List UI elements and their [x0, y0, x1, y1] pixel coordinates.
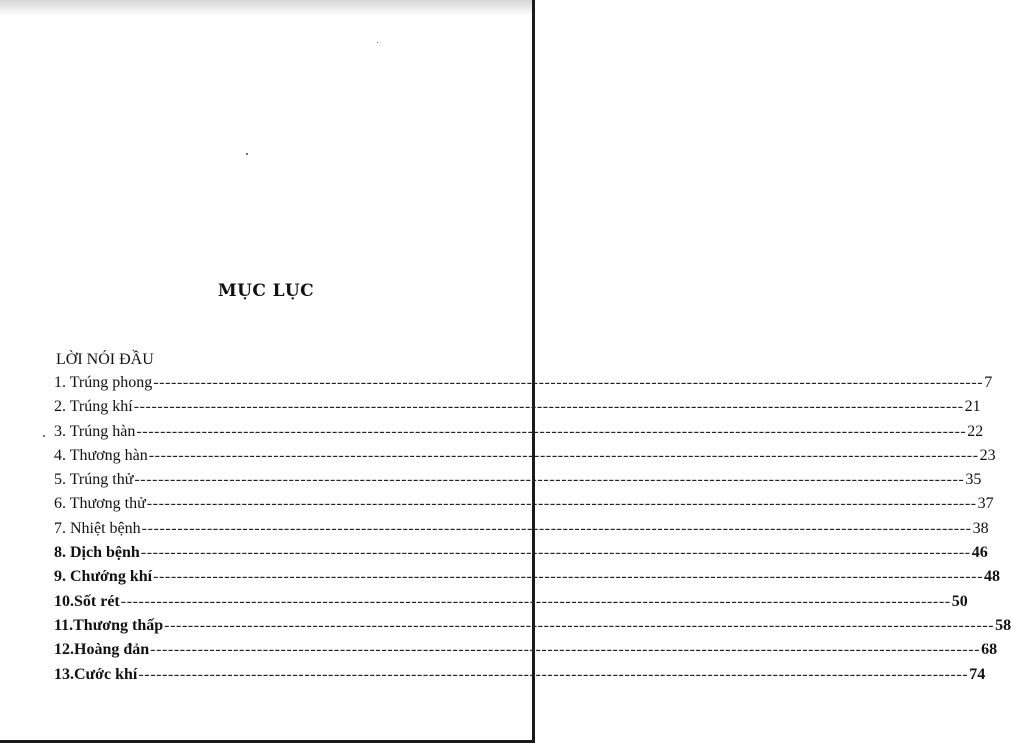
toc-entry-title: 1. Trúng phong — [54, 374, 153, 391]
toc-entry-page-number: 50 — [951, 592, 968, 610]
toc-leader-dashes: -------------------------------------------------------------------------------------------------------------------------------------------- — [136, 422, 967, 440]
toc-entry-page-number: 35 — [965, 471, 982, 489]
toc-entry-page-number: 22 — [967, 422, 984, 440]
toc-entry — [54, 519, 989, 544]
toc-entry-title: 7. Nhiệt bệnh — [54, 519, 141, 537]
toc-entry-page-number: 7 — [984, 374, 993, 391]
toc-entry-page-number: 38 — [972, 519, 989, 537]
toc-entry — [54, 568, 1000, 592]
toc-entry-page-number: 23 — [979, 446, 996, 464]
toc-entry — [54, 374, 993, 398]
toc-entry — [54, 398, 981, 422]
toc-entry-page-number: 37 — [977, 495, 994, 513]
toc-entry — [54, 544, 988, 568]
toc-entry-title: 8. Dịch bệnh — [54, 544, 140, 562]
table-of-contents — [54, 374, 1011, 690]
toc-entry-page-number: 48 — [984, 568, 1000, 586]
toc-leader-dashes: -------------------------------------------------------------------------------------------------------------------------------------------- — [148, 446, 979, 464]
toc-entry — [54, 495, 994, 519]
toc-entry — [54, 422, 984, 447]
toc-preface: LỜI NÓI ĐẦU — [56, 351, 154, 368]
toc-entry-title: 10.Sốt rét — [54, 592, 120, 610]
toc-leader-dashes: -------------------------------------------------------------------------------------------------------------------------------------------- — [153, 374, 984, 391]
toc-leader-dashes: -------------------------------------------------------------------------------------------------------------------------------------------- — [153, 568, 983, 586]
toc-entry-page-number: 58 — [995, 616, 1011, 634]
toc-entry-page-number: 21 — [964, 398, 981, 416]
toc-entry-title: 11.Thương thấp — [54, 616, 164, 634]
toc-leader-dashes: -------------------------------------------------------------------------------------------------------------------------------------------- — [140, 544, 971, 562]
toc-entry — [54, 616, 1011, 641]
toc-entry-title: 13.Cước khí — [54, 665, 138, 683]
toc-entry — [54, 641, 998, 665]
toc-leader-dashes: -------------------------------------------------------------------------------------------------------------------------------------------- — [146, 495, 977, 513]
toc-entry-page-number: 74 — [969, 665, 986, 683]
toc-entry-title: 2. Trúng khí — [54, 398, 133, 416]
toc-entry-title: 4. Thương hàn — [54, 446, 148, 464]
scan-speck — [377, 42, 378, 43]
toc-leader-dashes: -------------------------------------------------------------------------------------------------------------------------------------------- — [120, 592, 951, 610]
scan-top-shadow — [0, 0, 532, 16]
toc-entry-page-number: 68 — [981, 641, 998, 659]
scan-speck — [246, 153, 248, 155]
toc-leader-dashes: -------------------------------------------------------------------------------------------------------------------------------------------- — [138, 665, 969, 683]
toc-leader-dashes: -------------------------------------------------------------------------------------------------------------------------------------------- — [164, 616, 995, 634]
toc-leader-dashes: -------------------------------------------------------------------------------------------------------------------------------------------- — [133, 398, 964, 416]
toc-entry-page-number: 46 — [971, 544, 988, 562]
page-title: MỤC LỤC — [217, 281, 315, 301]
toc-entry-title: 5. Trúng thử — [54, 471, 134, 489]
toc-leader-dashes: -------------------------------------------------------------------------------------------------------------------------------------------- — [141, 519, 972, 537]
toc-entry-title: 3. Trúng hàn — [54, 422, 136, 440]
toc-entry — [54, 446, 996, 471]
toc-entry — [54, 592, 968, 617]
toc-entry-title: 9. Chướng khí — [54, 568, 153, 586]
toc-leader-dashes: -------------------------------------------------------------------------------------------------------------------------------------------- — [134, 471, 965, 489]
toc-entry — [54, 471, 982, 495]
toc-leader-dashes: -------------------------------------------------------------------------------------------------------------------------------------------- — [150, 641, 981, 659]
toc-entry-title: 6. Thương thử — [54, 495, 146, 513]
toc-entry-title: 12.Hoàng đản — [54, 641, 150, 659]
toc-entry — [54, 665, 986, 690]
scan-speck — [43, 435, 45, 437]
